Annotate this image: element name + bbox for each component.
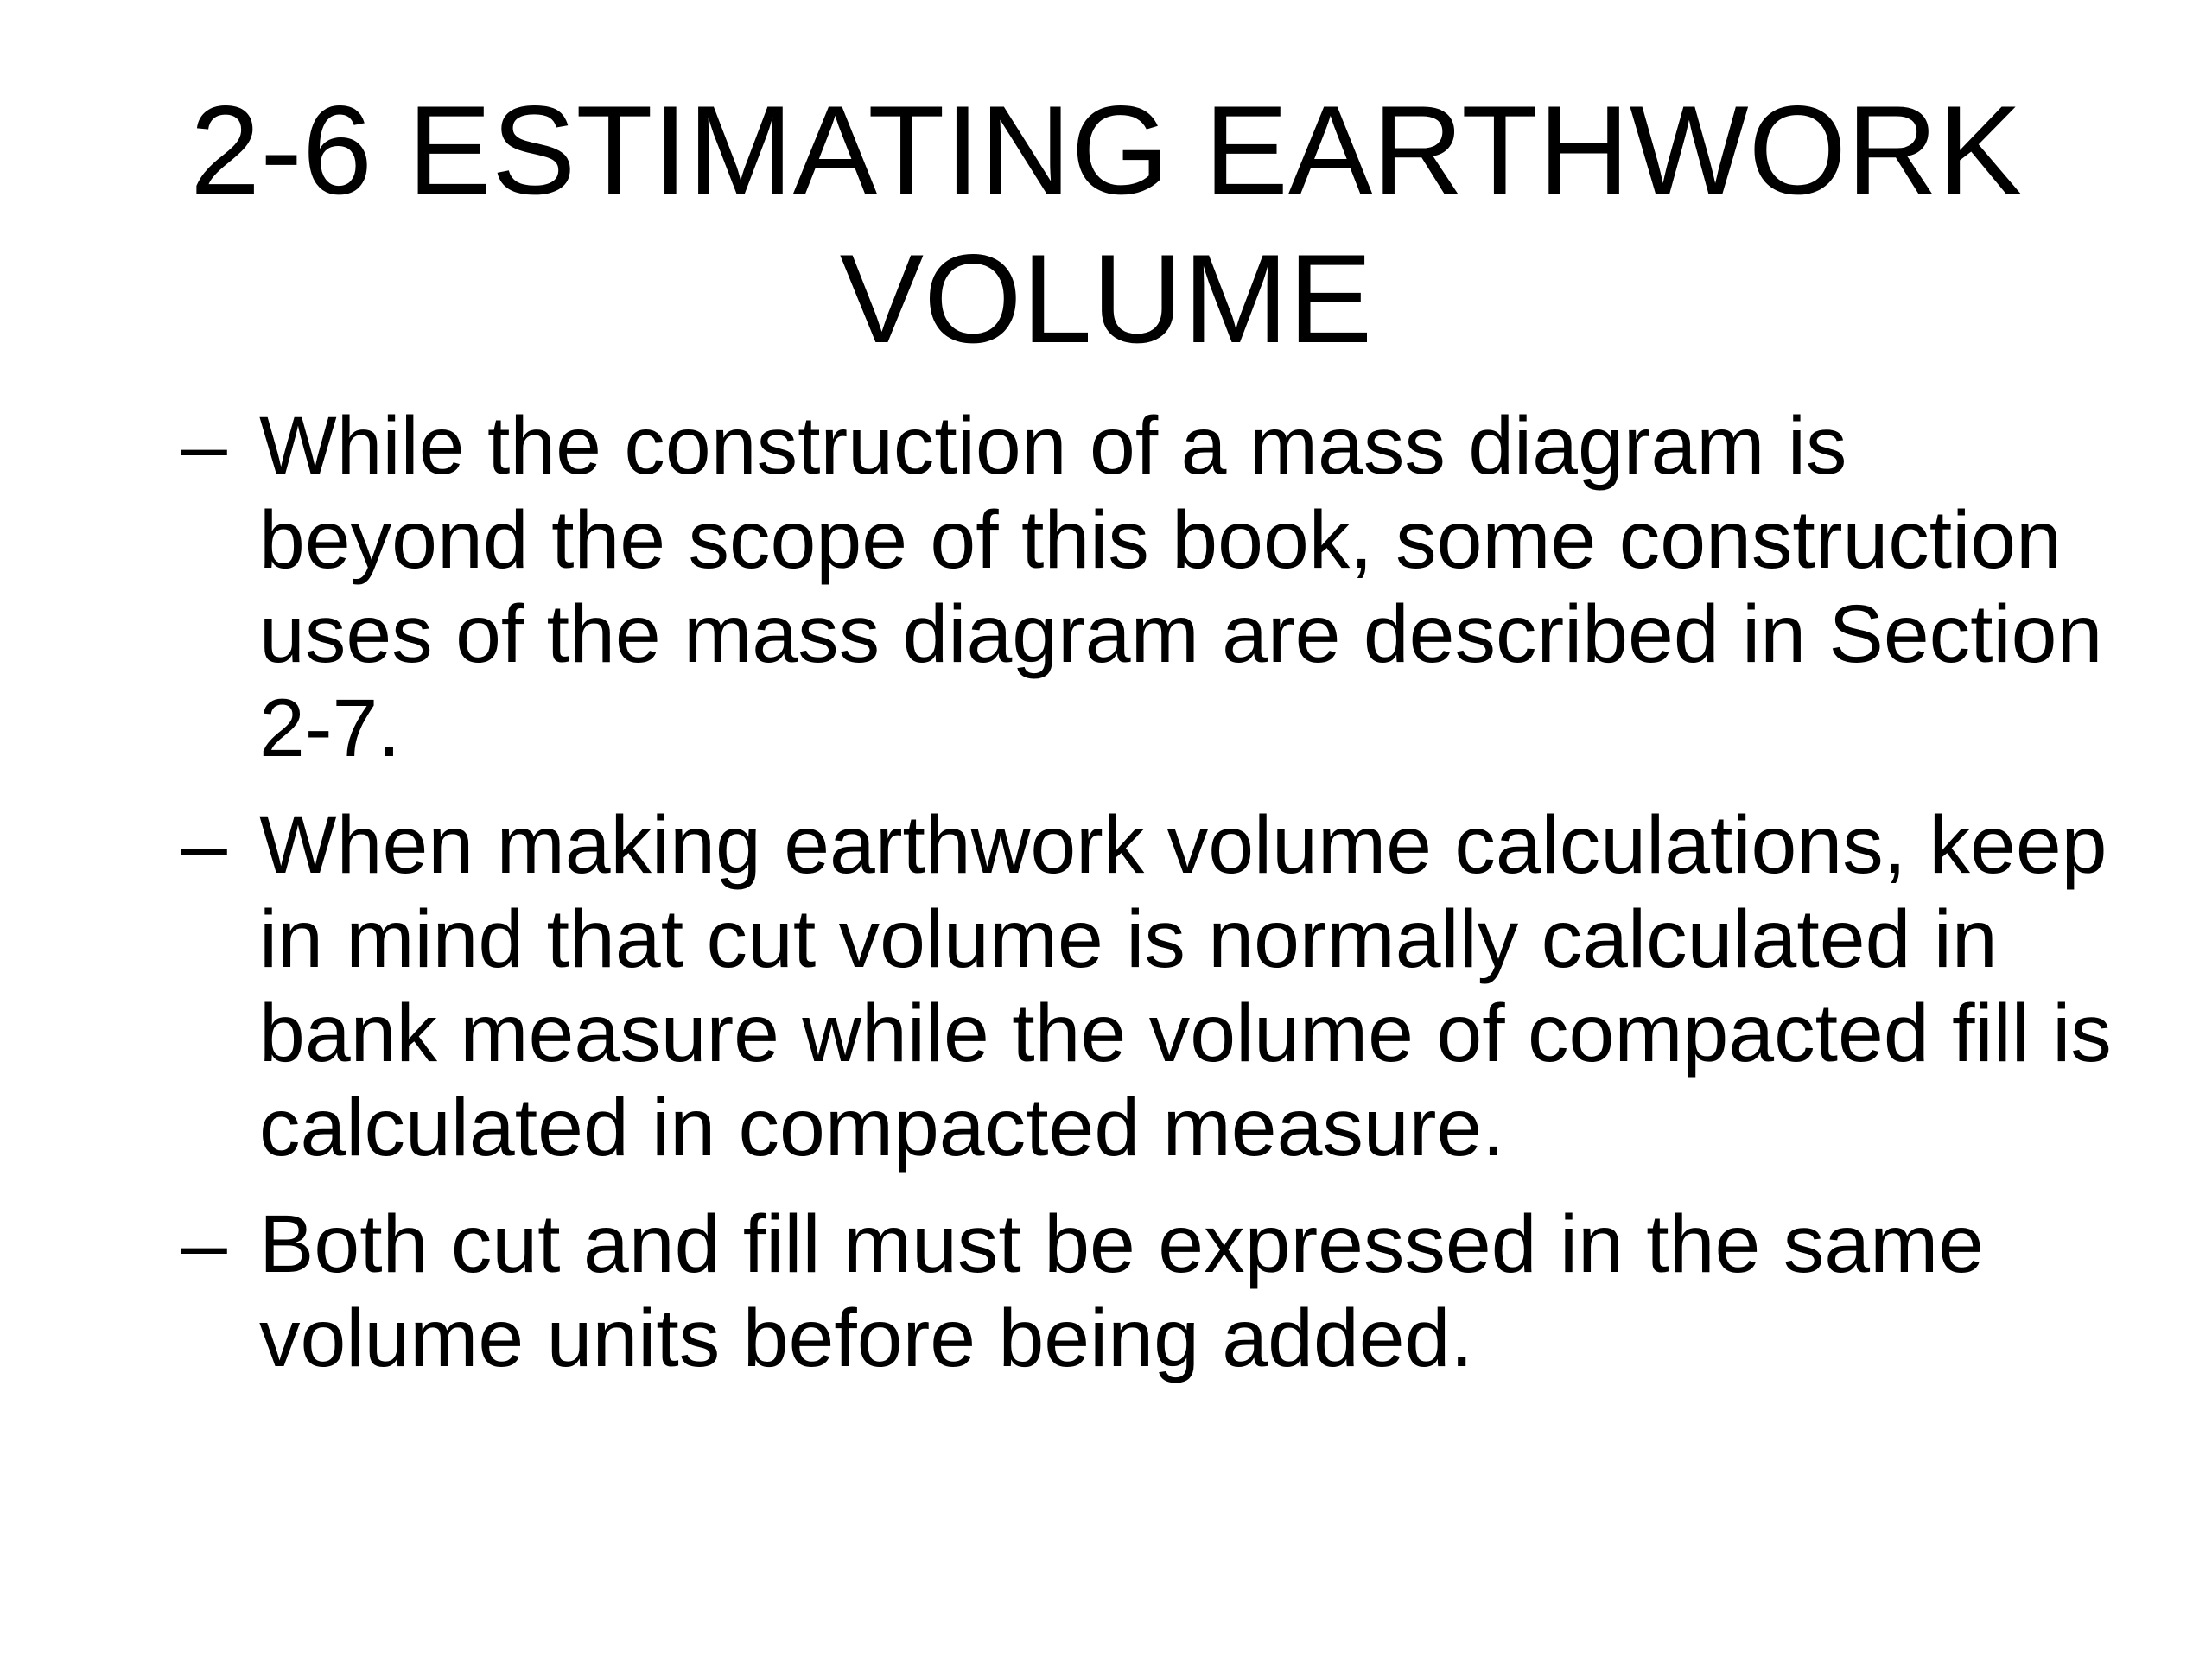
bullet-item — [181, 1198, 2126, 1386]
bullet-text: While the construction of a mass diagram is beyond the scope of this book, some construction uses of the mass diagram are described in Section 2-7. — [259, 400, 2103, 774]
bullet-dash-icon: – — [181, 1198, 227, 1290]
bullet-dash-icon: – — [181, 799, 227, 891]
bullet-list — [181, 399, 2126, 1408]
bullet-text: Both cut and fill must be expressed in the same volume units before being added. — [259, 1198, 1985, 1384]
bullet-item — [181, 399, 2126, 776]
title-line-2: VOLUME — [839, 228, 1373, 369]
bullet-item — [181, 798, 2126, 1175]
bullet-text: When making earthwork volume calculations, keep in mind that cut volume is normally calculated in bank measure while the volume of compacted fill is calculated in compacted measure. — [259, 799, 2112, 1173]
slide-title — [138, 76, 2074, 373]
bullet-dash-icon: – — [181, 400, 227, 492]
title-line-1: 2-6 ESTIMATING EARTHWORK — [190, 79, 2022, 220]
